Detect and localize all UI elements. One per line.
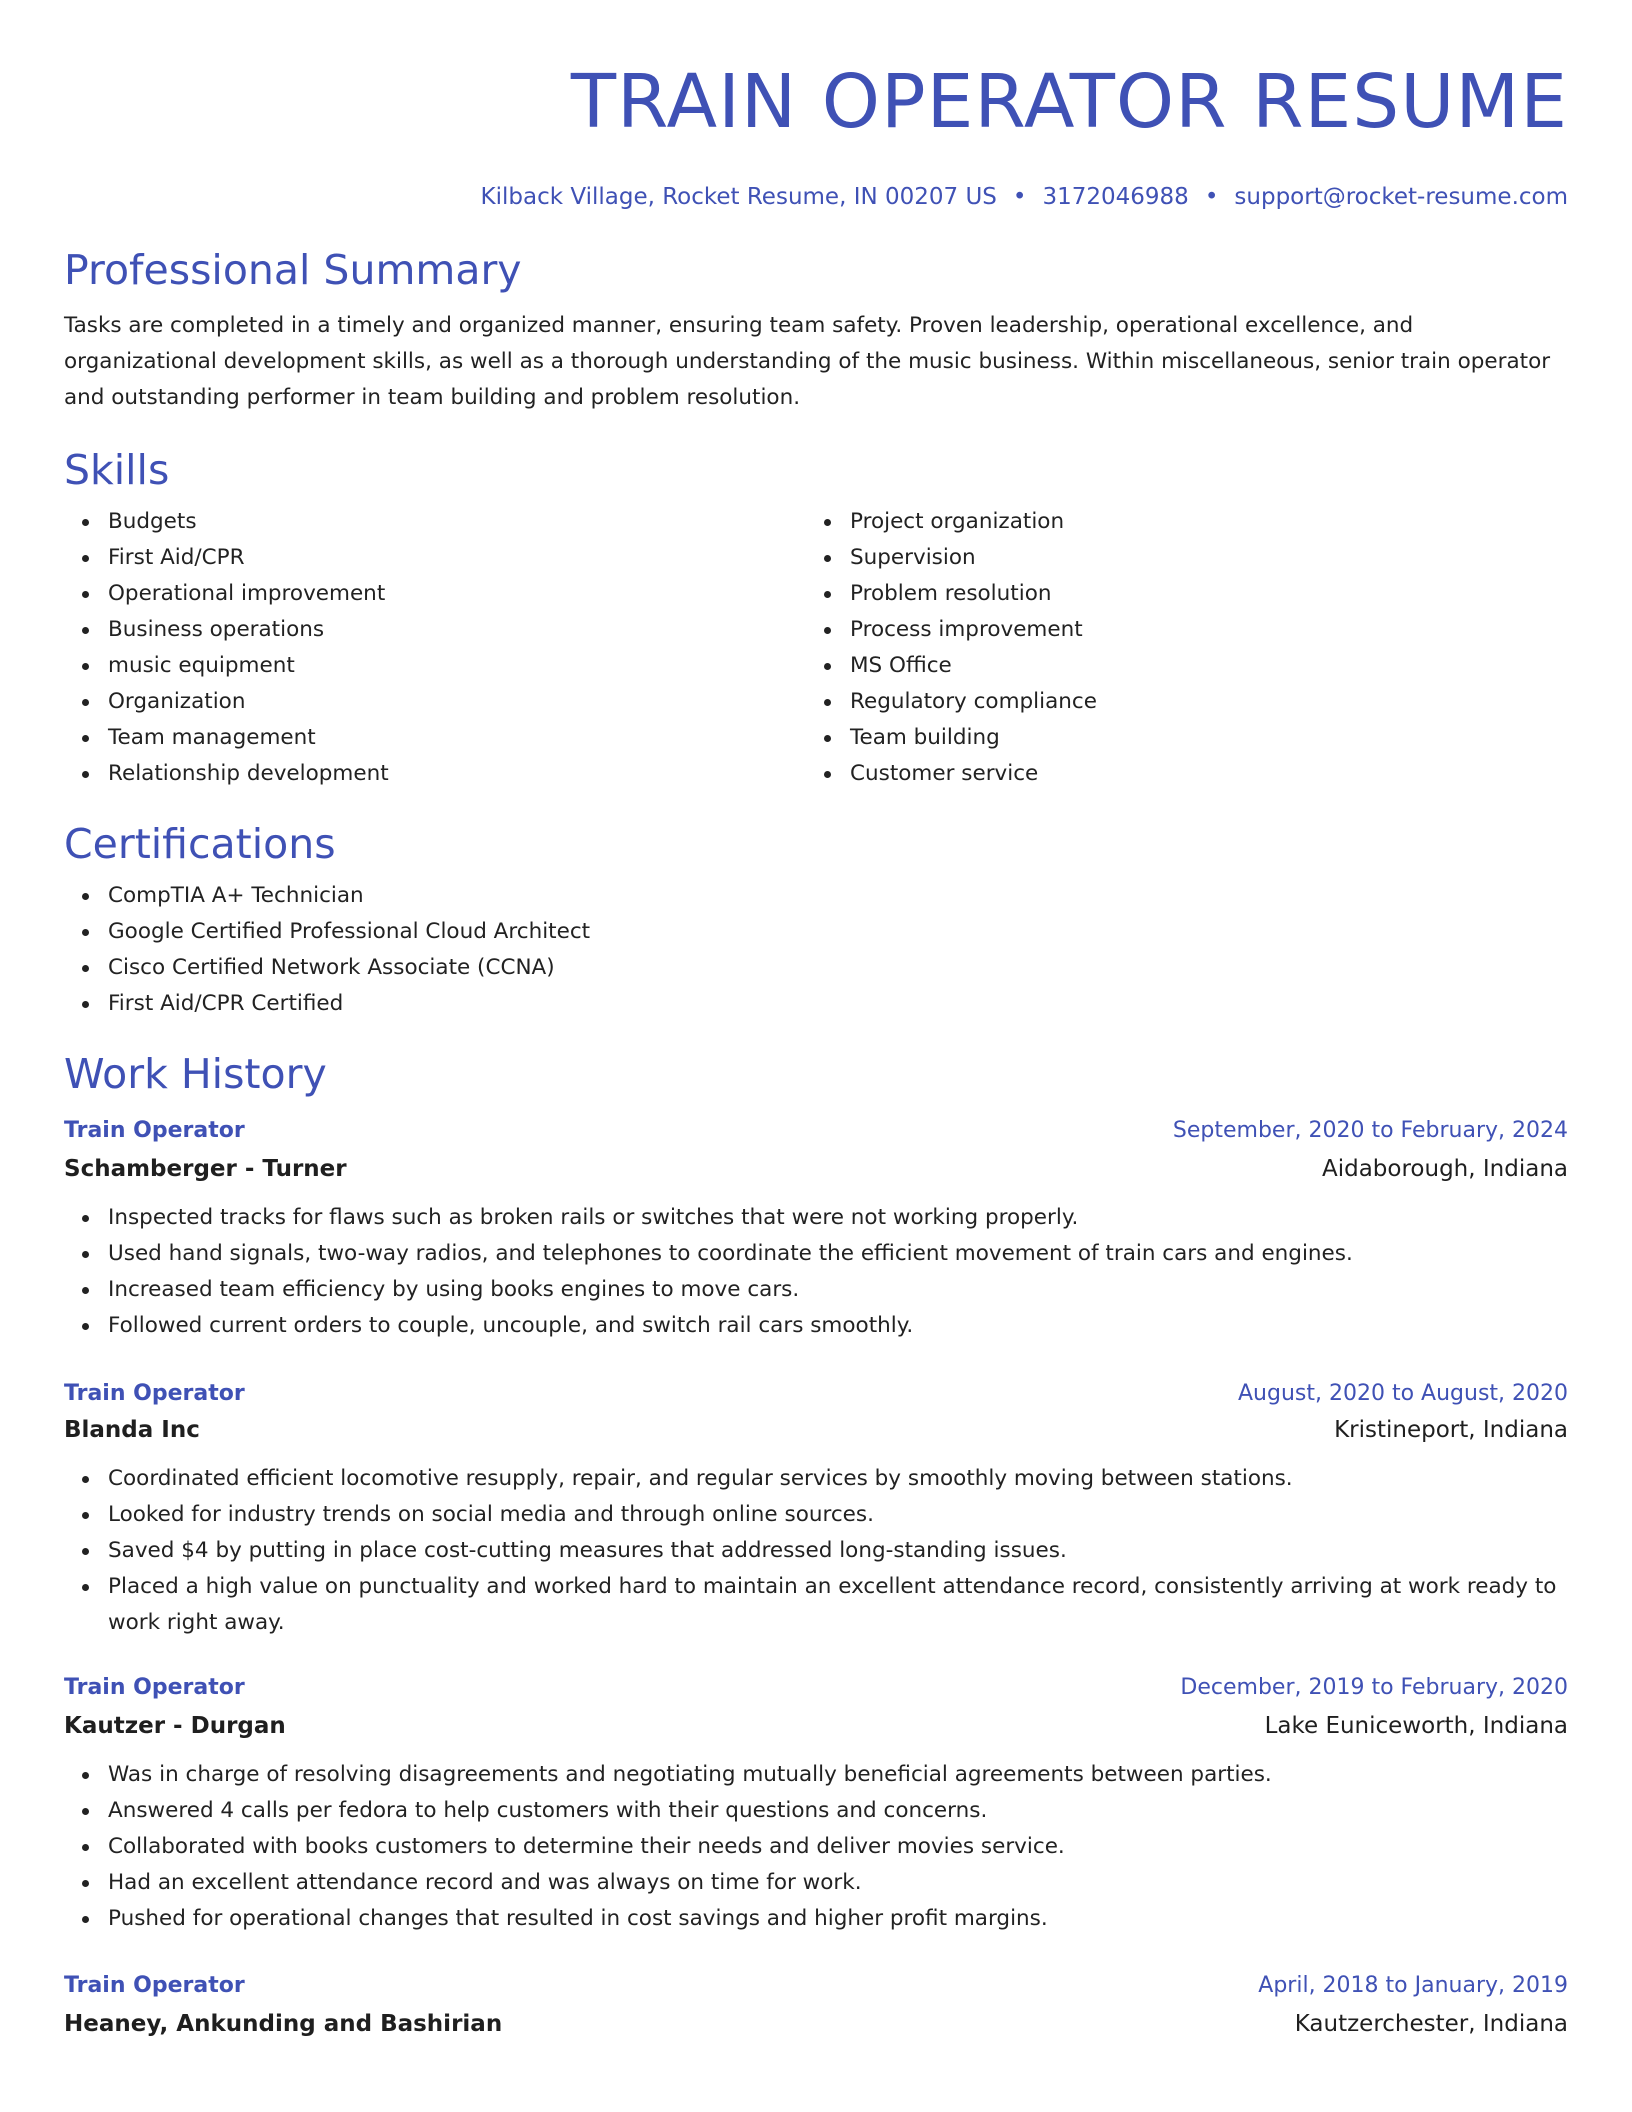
job-subheader bbox=[64, 1707, 1568, 1745]
job-company: Schamberger - Turner bbox=[64, 1156, 347, 1182]
job-bullet: Collaborated with books customers to determine their needs and deliver movies service. bbox=[108, 1829, 1568, 1865]
job-header bbox=[64, 1377, 1568, 1411]
skill-item: Operational improvement bbox=[108, 576, 806, 612]
job-company: Blanda Inc bbox=[64, 1417, 200, 1443]
work-history-heading: Work History bbox=[64, 1050, 327, 1098]
job-bullet: Placed a high value on punctuality and worked hard to maintain an excellent attendance record, consistently arriving at work ready to work right away. bbox=[108, 1569, 1568, 1641]
contact-email[interactable]: support@rocket-resume.com bbox=[1234, 184, 1568, 210]
skills-grid bbox=[64, 504, 1568, 792]
resume-title: TRAIN OPERATOR RESUME bbox=[570, 59, 1568, 145]
job-header bbox=[64, 1671, 1568, 1705]
job-location: Kristineport, Indiana bbox=[1334, 1417, 1568, 1443]
job-bullet: Followed current orders to couple, uncouple, and switch rail cars smoothly. bbox=[108, 1308, 1568, 1344]
certification-item: CompTIA A+ Technician bbox=[108, 878, 1568, 914]
certifications-section bbox=[64, 818, 1568, 1022]
skills-column-left bbox=[64, 504, 806, 792]
job-dates: September, 2020 to February, 2024 bbox=[1172, 1118, 1568, 1143]
job-dates: August, 2020 to August, 2020 bbox=[1238, 1381, 1568, 1406]
skill-item: music equipment bbox=[108, 648, 806, 684]
job-bullet: Was in charge of resolving disagreements and negotiating mutually beneficial agreements between parties. bbox=[108, 1757, 1568, 1793]
job-header bbox=[64, 1114, 1568, 1148]
contact-address: Kilback Village, Rocket Resume, IN 00207 US bbox=[480, 184, 997, 210]
job-bullet: Inspected tracks for flaws such as broken rails or switches that were not working properly. bbox=[108, 1200, 1568, 1236]
contact-separator: • bbox=[1204, 184, 1219, 210]
job-entry bbox=[64, 1114, 1568, 1344]
job-bullet: Increased team efficiency by using books engines to move cars. bbox=[108, 1272, 1568, 1308]
job-title: Train Operator bbox=[64, 1118, 245, 1143]
job-bullet: Had an excellent attendance record and was always on time for work. bbox=[108, 1865, 1568, 1901]
resume-page bbox=[64, 0, 1568, 2043]
contact-line bbox=[64, 182, 1568, 212]
certification-item: First Aid/CPR Certified bbox=[108, 986, 1568, 1022]
job-subheader bbox=[64, 1150, 1568, 1188]
job-location: Kautzerchester, Indiana bbox=[1294, 2011, 1568, 2037]
job-entry bbox=[64, 1969, 1568, 2043]
summary-section bbox=[64, 244, 1568, 416]
job-bullet: Used hand signals, two-way radios, and telephones to coordinate the efficient movement of train cars and engines. bbox=[108, 1236, 1568, 1272]
skill-item: Relationship development bbox=[108, 756, 806, 792]
job-bullet: Answered 4 calls per fedora to help customers with their questions and concerns. bbox=[108, 1793, 1568, 1829]
certifications-heading: Certifications bbox=[64, 820, 336, 868]
job-location: Lake Euniceworth, Indiana bbox=[1264, 1713, 1568, 1739]
skills-section bbox=[64, 444, 1568, 792]
skill-item: Customer service bbox=[850, 756, 1548, 792]
job-subheader bbox=[64, 1411, 1568, 1449]
job-bullet: Saved $4 by putting in place cost-cutting measures that addressed long-standing issues. bbox=[108, 1533, 1568, 1569]
skill-item: Team building bbox=[850, 720, 1548, 756]
job-entry bbox=[64, 1671, 1568, 1937]
work-history-section bbox=[64, 1048, 1568, 2043]
skill-item: Supervision bbox=[850, 540, 1548, 576]
job-location: Aidaborough, Indiana bbox=[1321, 1156, 1568, 1182]
job-bullet: Coordinated efficient locomotive resupply, repair, and regular services by smoothly moving between stations. bbox=[108, 1461, 1568, 1497]
job-title: Train Operator bbox=[64, 1675, 245, 1700]
job-header bbox=[64, 1969, 1568, 2003]
skill-item: Team management bbox=[108, 720, 806, 756]
skill-item: MS Office bbox=[850, 648, 1548, 684]
skill-item: Business operations bbox=[108, 612, 806, 648]
certification-item: Google Certified Professional Cloud Architect bbox=[108, 914, 1568, 950]
summary-heading: Professional Summary bbox=[64, 246, 522, 294]
skill-item: Project organization bbox=[850, 504, 1548, 540]
skill-item: Problem resolution bbox=[850, 576, 1548, 612]
skills-column-right bbox=[806, 504, 1548, 792]
job-bullet: Looked for industry trends on social media and through online sources. bbox=[108, 1497, 1568, 1533]
contact-separator: • bbox=[1012, 184, 1027, 210]
job-dates: December, 2019 to February, 2020 bbox=[1180, 1675, 1568, 1700]
skill-item: First Aid/CPR bbox=[108, 540, 806, 576]
skill-item: Organization bbox=[108, 684, 806, 720]
job-entry bbox=[64, 1377, 1568, 1641]
job-company: Kautzer - Durgan bbox=[64, 1713, 286, 1739]
job-title: Train Operator bbox=[64, 1973, 245, 1998]
certification-item: Cisco Certified Network Associate (CCNA) bbox=[108, 950, 1568, 986]
skill-item: Process improvement bbox=[850, 612, 1548, 648]
summary-text: Tasks are completed in a timely and organized manner, ensuring team safety. Proven leadership, operational excellence, and organizational development skills, as well as a thorough understanding of the music business. Within miscellaneous, senior train operator and outstanding performer in team building and problem resolution. bbox=[64, 313, 1551, 410]
skill-item: Budgets bbox=[108, 504, 806, 540]
job-dates: April, 2018 to January, 2019 bbox=[1258, 1973, 1568, 1998]
skill-item: Regulatory compliance bbox=[850, 684, 1548, 720]
job-company: Heaney, Ankunding and Bashirian bbox=[64, 2011, 503, 2037]
contact-phone: 3172046988 bbox=[1042, 184, 1189, 210]
skills-heading: Skills bbox=[64, 446, 170, 494]
job-title: Train Operator bbox=[64, 1381, 245, 1406]
job-bullet: Pushed for operational changes that resulted in cost savings and higher profit margins. bbox=[108, 1901, 1568, 1937]
job-subheader bbox=[64, 2005, 1568, 2043]
